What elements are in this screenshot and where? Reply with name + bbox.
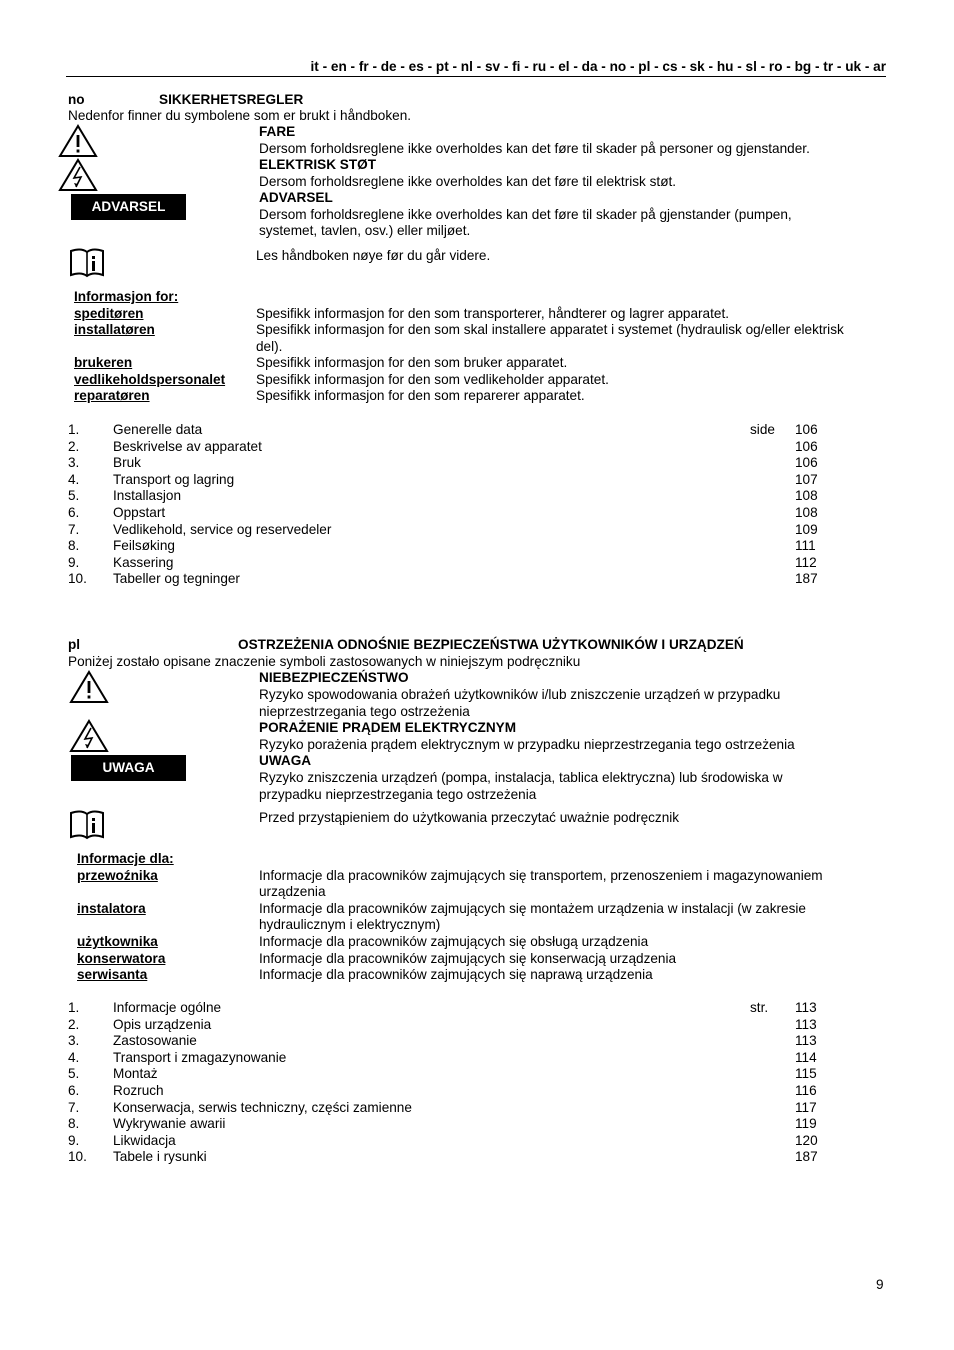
info-text: Spesifikk informasjon for den som skal installere apparatet i systemet (hydraulisk og/eller elektrisk	[256, 322, 844, 337]
warning-text: przypadku nieprzestrzegania tego ostrzeżenia	[259, 787, 537, 802]
toc-item-title: Installasjon	[113, 488, 182, 504]
section-lang: pl	[68, 637, 81, 652]
info-text: Spesifikk informasjon for den som transporterer, håndterer og lagrer apparatet.	[256, 306, 730, 321]
toc-item-page: 113	[795, 1000, 817, 1015]
warning-heading: UWAGA	[259, 753, 312, 768]
info-label: vedlikeholdspersonalet	[74, 372, 226, 387]
info-text: del).	[256, 339, 283, 354]
toc-item-title: Informacje ogólne	[113, 1000, 222, 1015]
toc-item-title: Tabele i rysunki	[113, 1149, 207, 1165]
language-list: it - en - fr - de - es - pt - nl - sv - fi - ru - el - da - no - pl - cs - sk - hu - sl - ro - bg - tr - uk - ar	[310, 59, 886, 74]
info-label: instalatora	[77, 901, 146, 916]
toc-item-page: 115	[795, 1066, 817, 1082]
toc-item-number: 9.	[68, 554, 80, 570]
toc-item-page: 113	[795, 1016, 817, 1032]
toc-item-title: Beskrivelse av apparatet	[113, 438, 262, 454]
toc-item-title: Kassering	[113, 554, 174, 570]
toc-item-number: 4.	[68, 1049, 80, 1065]
toc-item-page: 113	[795, 1033, 817, 1049]
danger-icon	[69, 670, 109, 704]
toc-item-title: Zastosowanie	[113, 1033, 197, 1049]
page-number: 9	[876, 1277, 884, 1292]
toc-page-word: str.	[750, 1000, 769, 1015]
toc-item-number: 5.	[68, 1066, 80, 1082]
toc-page-word: side	[750, 422, 775, 437]
info-text: Informacje dla pracowników zajmujących się naprawą urządzenia	[259, 967, 653, 982]
warning-text: Dersom forholdsreglene ikke overholdes kan det føre til skader på gjenstander (pumpen,	[259, 207, 792, 222]
section-intro: Nedenfor finner du symbolene som er brukt i håndboken.	[68, 108, 412, 123]
toc-item-page: 111	[795, 538, 816, 554]
manual-book-icon	[69, 248, 105, 278]
toc-item-page: 106	[795, 438, 818, 454]
info-text: Spesifikk informasjon for den som bruker apparatet.	[256, 355, 568, 370]
toc-item-page: 106	[795, 455, 818, 471]
warning-text: Dersom forholdsreglene ikke overholdes kan det føre til elektrisk støt.	[259, 174, 677, 189]
toc-item-title: Oppstart	[113, 505, 166, 520]
toc-item-page: 187	[795, 571, 818, 587]
toc-item-page: 116	[795, 1083, 817, 1098]
toc-item-page: 106	[795, 422, 818, 437]
manual-note: Les håndboken nøye før du går videre.	[256, 248, 491, 263]
info-text: Informacje dla pracowników zajmujących się montażem urządzenia w instalacji (w zakresie	[259, 901, 806, 916]
toc-item-number: 3.	[68, 1033, 80, 1049]
toc-item-page: 107	[795, 471, 818, 487]
info-text: Informacje dla pracowników zajmujących się transportem, przenoszeniem i magazynowaniem	[259, 868, 823, 883]
toc-item-page: 108	[795, 488, 818, 504]
toc-item-number: 6.	[68, 505, 80, 520]
warning-text: Ryzyko porażenia prądem elektrycznym w przypadku nieprzestrzegania tego ostrzeżenia	[259, 737, 795, 752]
toc-item-number: 7.	[68, 521, 80, 537]
toc-item-title: Likwidacja	[113, 1132, 176, 1148]
toc-item-title: Rozruch	[113, 1083, 164, 1098]
warning-text: systemet, tavlen, osv.) eller miljøet.	[259, 223, 471, 238]
toc-item-number: 2.	[68, 438, 80, 454]
info-label: użytkownika	[77, 934, 158, 949]
info-label: przewoźnika	[77, 868, 158, 883]
toc-item-title: Transport i zmagazynowanie	[113, 1049, 287, 1065]
toc-item-number: 10.	[68, 571, 87, 587]
toc-item-page: 117	[795, 1099, 817, 1115]
toc-item-number: 6.	[68, 1083, 80, 1098]
toc-item-page: 119	[795, 1116, 817, 1132]
manual-note: Przed przystąpieniem do użytkowania przeczytać uważnie podręcznik	[259, 810, 680, 825]
toc-item-page: 112	[795, 554, 817, 570]
toc-item-number: 1.	[68, 422, 80, 437]
toc-item-number: 10.	[68, 1149, 87, 1165]
warning-heading: ELEKTRISK STØT	[259, 157, 377, 172]
info-label: brukeren	[74, 355, 133, 370]
toc-item-number: 5.	[68, 488, 80, 504]
warning-heading: NIEBEZPIECZEŃSTWO	[259, 670, 409, 685]
toc-item-number: 1.	[68, 1000, 80, 1015]
toc-item-number: 7.	[68, 1099, 80, 1115]
toc-item-number: 9.	[68, 1132, 80, 1148]
toc-item-title: Transport og lagring	[113, 471, 235, 487]
toc-item-number: 8.	[68, 1116, 80, 1132]
section-title: OSTRZEŻENIA ODNOŚNIE BEZPIECZEŃSTWA UŻYTKOWNIKÓW I URZĄDZEŃ	[238, 637, 744, 652]
electric-shock-icon	[69, 719, 109, 753]
section-title: SIKKERHETSREGLER	[159, 92, 304, 107]
toc-item-page: 114	[795, 1049, 817, 1065]
warning-heading: PORAŻENIE PRĄDEM ELEKTRYCZNYM	[259, 720, 517, 735]
toc-item-title: Konserwacja, serwis techniczny, części zamienne	[113, 1099, 412, 1115]
toc-item-page: 120	[795, 1132, 818, 1148]
toc-item-title: Vedlikehold, service og reservedeler	[113, 521, 332, 537]
info-text: Spesifikk informasjon for den som vedlikeholder apparatet.	[256, 372, 609, 387]
toc-item-number: 2.	[68, 1016, 80, 1032]
toc-item-page: 108	[795, 505, 818, 520]
info-text: urządzenia	[259, 884, 326, 899]
toc-item-number: 4.	[68, 471, 80, 487]
toc-item-title: Wykrywanie awarii	[113, 1116, 226, 1132]
warning-heading: ADVARSEL	[259, 190, 333, 205]
header-rule	[66, 76, 886, 77]
toc-item-page: 187	[795, 1149, 818, 1165]
info-text: Spesifikk informasjon for den som reparerer apparatet.	[256, 388, 585, 403]
warning-text: Dersom forholdsreglene ikke overholdes kan det føre til skader på personer og gjenstander.	[259, 141, 810, 156]
toc-item-title: Feilsøking	[113, 538, 175, 554]
toc-item-number: 3.	[68, 455, 80, 471]
toc-item-title: Montaż	[113, 1066, 158, 1082]
toc-item-page: 109	[795, 521, 818, 537]
warning-heading: FARE	[259, 124, 296, 139]
advarsel-badge: ADVARSEL	[71, 194, 186, 220]
info-label: serwisanta	[77, 967, 148, 982]
danger-icon	[58, 124, 98, 158]
warning-text: Ryzyko zniszczenia urządzeń (pompa, instalacja, tablica elektryczna) lub środowiska w	[259, 770, 783, 785]
uwaga-badge: UWAGA	[71, 755, 186, 781]
info-label: speditøren	[74, 306, 144, 321]
info-text: hydraulicznym i elektrycznym)	[259, 917, 441, 932]
section-intro: Poniżej zostało opisane znaczenie symboli zastosowanych w niniejszym podręczniku	[68, 654, 581, 669]
info-text: Informacje dla pracowników zajmujących się obsługą urządzenia	[259, 934, 649, 949]
info-text: Informacje dla pracowników zajmujących się konserwacją urządzenia	[259, 951, 677, 966]
toc-item-number: 8.	[68, 538, 80, 554]
info-label: installatøren	[74, 322, 155, 337]
toc-item-title: Tabeller og tegninger	[113, 571, 240, 587]
electric-shock-icon	[58, 158, 98, 192]
info-label: reparatøren	[74, 388, 150, 403]
toc-item-title: Opis urządzenia	[113, 1016, 212, 1032]
toc-item-title: Bruk	[113, 455, 141, 471]
info-title: Informacje dla:	[77, 851, 174, 866]
manual-book-icon	[69, 810, 105, 840]
toc-item-title: Generelle data	[113, 422, 203, 437]
info-label: konserwatora	[77, 951, 166, 966]
section-lang: no	[68, 92, 85, 107]
warning-text: nieprzestrzegania tego ostrzeżenia	[259, 704, 470, 719]
info-title: Informasjon for:	[74, 289, 179, 304]
warning-text: Ryzyko spowodowania obrażeń użytkowników i/lub zniszczenie urządzeń w przypadku	[259, 687, 781, 702]
